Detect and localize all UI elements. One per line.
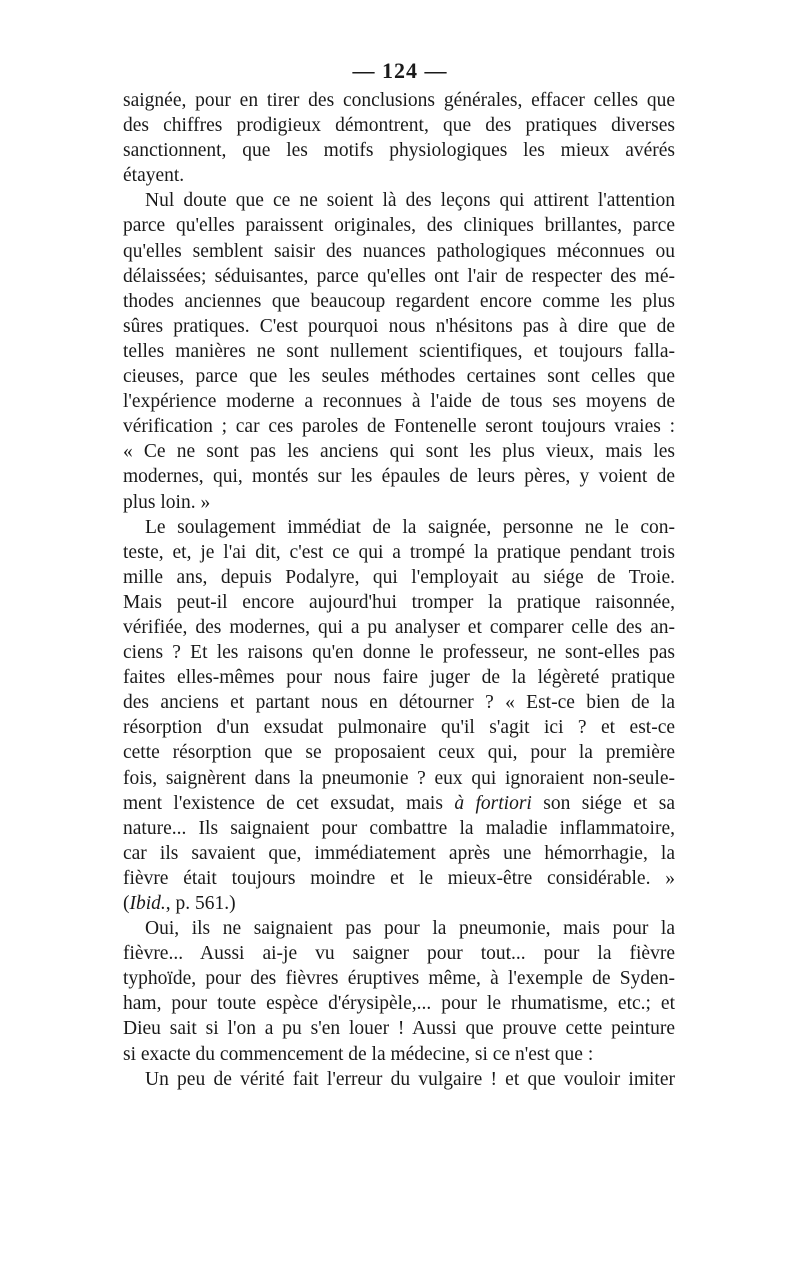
text-line: fièvre était toujours moindre et le mieux-être considérable. » bbox=[123, 867, 675, 889]
text-line: « Ce ne sont pas les anciens qui sont les plus vieux, mais les bbox=[123, 441, 675, 463]
text-line: ment l'existence de cet exsudat, mais à fortiori son siége et sa bbox=[123, 792, 675, 814]
text-line: telles manières ne sont nullement scientifiques, et toujours falla- bbox=[123, 340, 675, 362]
text-line: Un peu de vérité fait l'erreur du vulgaire ! et que vouloir imiter bbox=[145, 1068, 675, 1090]
text-line: délaissées; séduisantes, parce qu'elles ont l'air de respecter des mé- bbox=[123, 265, 675, 287]
text-line: typhoïde, pour des fièvres éruptives même, à l'exemple de Syden- bbox=[123, 968, 675, 990]
text-line: mille ans, depuis Podalyre, qui l'employait au siége de Troie. bbox=[123, 566, 675, 588]
text-line: (Ibid., p. 561.) bbox=[123, 893, 236, 914]
text-line: Le soulagement immédiat de la saignée, personne ne le con- bbox=[145, 516, 675, 538]
text-line: qu'elles semblent saisir des nuances pathologiques méconnues ou bbox=[123, 240, 675, 262]
text-line: sanctionnent, que les motifs physiologiques les mieux avérés bbox=[123, 140, 675, 162]
text-line: sûres pratiques. C'est pourquoi nous n'hésitons pas à dire que de bbox=[123, 315, 675, 337]
page-number: — 124 — bbox=[352, 58, 448, 83]
body-text bbox=[123, 88, 675, 1092]
text-line: étayent. bbox=[123, 165, 185, 187]
text-line: thodes anciennes que beaucoup regardent encore comme les plus bbox=[123, 290, 675, 312]
text-line: fièvre... Aussi ai-je vu saigner pour tout... pour la fièvre bbox=[123, 943, 675, 965]
text-line: nature... Ils saignaient pour combattre la maladie inflammatoire, bbox=[123, 817, 675, 839]
text-line: car ils savaient que, immédiatement après une hémorrhagie, la bbox=[123, 842, 675, 864]
text-line: cieuses, parce que les seules méthodes certaines sont celles que bbox=[123, 366, 675, 388]
text-line: plus loin. » bbox=[123, 491, 211, 513]
text-line: Dieu sait si l'on a pu s'en louer ! Aussi que prouve cette peinture bbox=[123, 1018, 675, 1040]
text-line: des anciens et partant nous en détourner ? « Est-ce bien de la bbox=[123, 692, 675, 714]
text-line: des chiffres prodigieux démontrent, que des pratiques diverses bbox=[123, 115, 675, 137]
text-line: résorption d'un exsudat pulmonaire qu'il s'agit ici ? et est-ce bbox=[123, 717, 675, 739]
text-line: teste, et, je l'ai dit, c'est ce qui a trompé la pratique pendant trois bbox=[123, 541, 675, 563]
text-line: Mais peut-il encore aujourd'hui tromper la pratique raisonnée, bbox=[123, 591, 675, 613]
text-line: saignée, pour en tirer des conclusions générales, effacer celles que bbox=[123, 90, 675, 111]
text-line: ham, pour toute espèce d'érysipèle,... pour le rhumatisme, etc.; et bbox=[123, 993, 675, 1015]
text-line: si exacte du commencement de la médecine, si ce n'est que : bbox=[123, 1043, 594, 1065]
text-line: ciens ? Et les raisons qu'en donne le professeur, ne sont-elles pas bbox=[123, 642, 675, 664]
text-line: vérification ; car ces paroles de Fontenelle seront toujours vraies : bbox=[123, 416, 675, 438]
text-line: parce qu'elles paraissent originales, des cliniques brillantes, parce bbox=[123, 215, 675, 237]
text-line: faites elles-mêmes pour nous faire juger de la légèreté pratique bbox=[123, 667, 675, 689]
text-line: cette résorption que se proposaient ceux qui, pour la première bbox=[123, 742, 675, 764]
text-line: l'expérience moderne a reconnues à l'aide de tous ses moyens de bbox=[123, 391, 675, 413]
text-line: Oui, ils ne saignaient pas pour la pneumonie, mais pour la bbox=[145, 918, 675, 940]
text-line: vérifiée, des modernes, qui a pu analyser et comparer celle des an- bbox=[123, 616, 675, 638]
text-line: modernes, qui, montés sur les épaules de leurs pères, y voient de bbox=[123, 466, 675, 488]
text-line: Nul doute que ce ne soient là des leçons qui attirent l'attention bbox=[145, 190, 675, 212]
text-line: fois, saignèrent dans la pneumonie ? eux qui ignoraient non-seule- bbox=[123, 767, 675, 789]
